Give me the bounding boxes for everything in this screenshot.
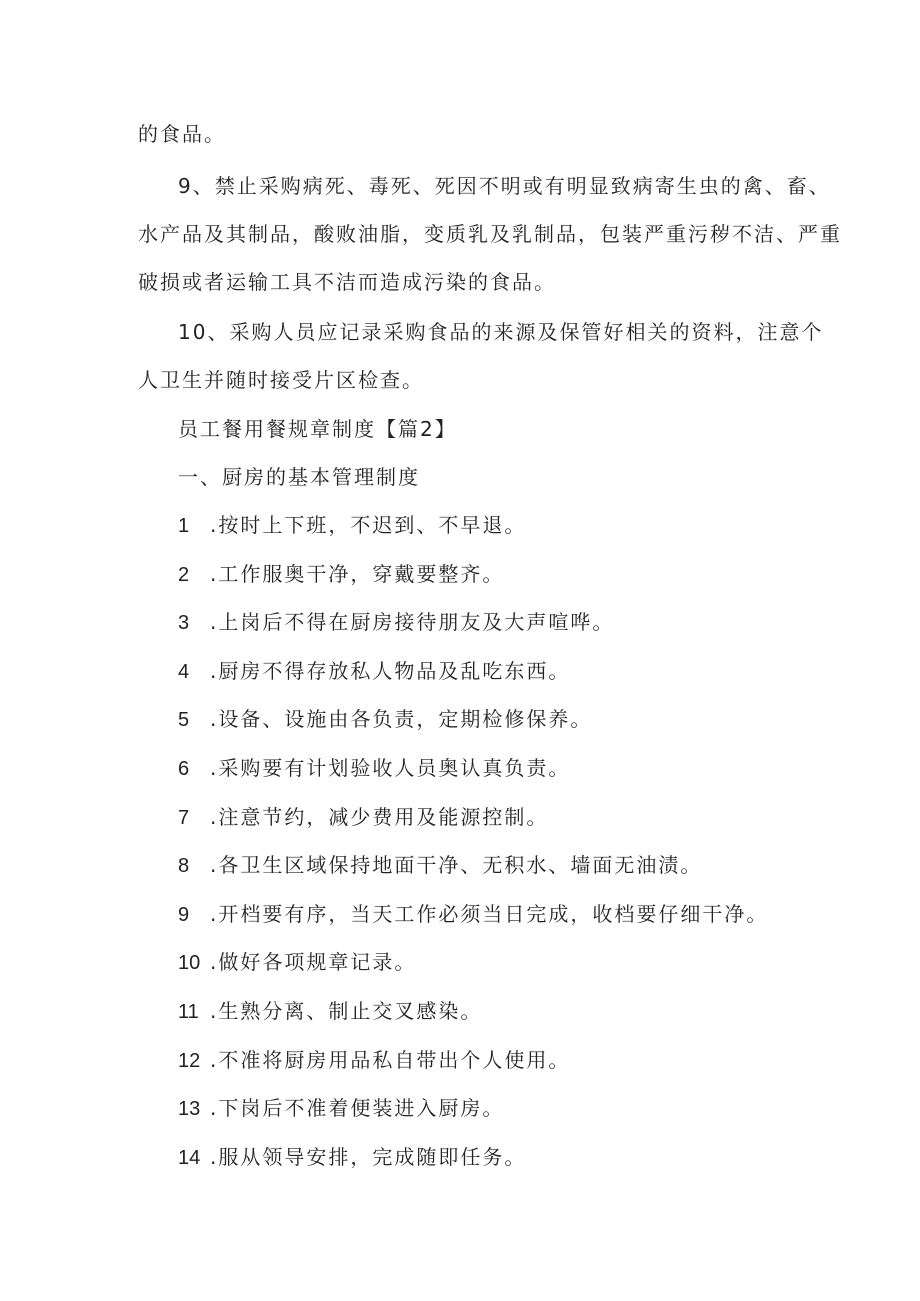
rule-number: 4 [178,661,190,683]
rule-number: 8 [178,855,190,877]
subsection-title: 一、厨房的基本管理制度 [178,465,420,489]
rule-number: 14 [178,1147,201,1169]
rule-text: .服从领导安排，完成随即任务。 [210,1145,527,1169]
rule-item [178,756,570,781]
rule-number: 1 [178,515,190,537]
rule-item [178,610,614,635]
rule-number: 10 [178,952,201,974]
rule-number: 9 [178,904,190,926]
rule-item [178,707,592,732]
rule-number: 2 [178,564,190,586]
item-9-line-3: 破损或者运输工具不洁而造成污染的食品。 [138,270,556,294]
rule-item [178,513,526,538]
rule-text: .生熟分离、制止交叉感染。 [210,999,483,1023]
rule-number: 11 [178,1001,199,1023]
rule-item [178,805,548,830]
continuation-text: 的食品。 [138,122,226,146]
rule-text: .厨房不得存放私人物品及乱吃东西。 [210,659,571,683]
rule-text: .做好各项规章记录。 [210,950,417,974]
rule-item [178,999,482,1024]
rule-text: .上岗后不得在厨房接待朋友及大声喧哗。 [210,610,615,634]
rule-item [178,853,702,878]
rule-item [178,1096,504,1121]
rule-text: .采购要有计划验收人员奥认真负责。 [210,756,571,780]
rule-text: .工作服奥干净，穿戴要整齐。 [210,562,505,586]
rule-item [178,902,768,927]
rule-text: .开档要有序，当天工作必须当日完成，收档要仔细干净。 [210,902,769,926]
rule-text: .按时上下班，不迟到、不早退。 [210,513,527,537]
rule-number: 6 [178,758,190,780]
rule-number: 7 [178,807,190,829]
section-title: 员工餐用餐规章制度【篇2】 [178,417,457,441]
rule-number: 12 [178,1050,201,1072]
item-10-line-2: 人卫生并随时接受片区检查。 [138,368,424,392]
item-9-line-1: 9、禁止采购病死、毒死、死因不明或有明显致病寄生虫的禽、畜、 [178,174,831,198]
item-10-line-1: 10、采购人员应记录采购食品的来源及保管好相关的资料，注意个 [178,320,824,344]
rule-item [178,1145,526,1170]
rule-number: 5 [178,709,190,731]
rule-item [178,1048,570,1073]
rule-item [178,659,570,684]
item-9-line-2: 水产品及其制品，酸败油脂，变质乳及乳制品，包装严重污秽不洁、严重 [138,222,842,246]
rule-number: 3 [178,612,190,634]
rule-text: .设备、设施由各负责，定期检修保养。 [210,707,593,731]
rule-text: .不准将厨房用品私自带出个人使用。 [210,1048,571,1072]
rule-text: .下岗后不准着便装进入厨房。 [210,1096,505,1120]
rule-item [178,950,416,975]
rule-number: 13 [178,1098,201,1120]
rule-text: .各卫生区域保持地面干净、无积水、墙面无油渍。 [210,853,703,877]
rule-text: .注意节约，减少费用及能源控制。 [210,805,549,829]
rule-item [178,562,504,587]
